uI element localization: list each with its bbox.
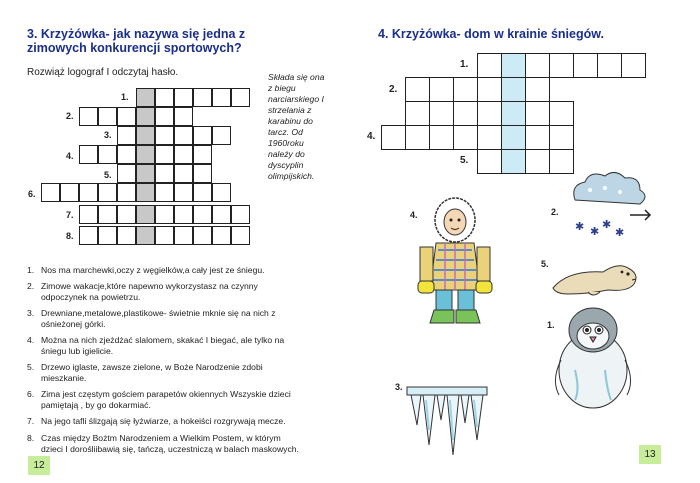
clue-number: 6.	[27, 389, 35, 399]
crossword-cell[interactable]	[549, 101, 574, 126]
icicles-picture	[405, 385, 490, 460]
clue-6	[27, 389, 341, 411]
clue-number: 2.	[27, 281, 35, 291]
crossword-cell[interactable]	[501, 125, 526, 150]
pic-label-3: 3.	[395, 382, 403, 392]
left-title-line2: zimowych konkurencji sportowych?	[27, 41, 242, 55]
crossword-cell[interactable]	[155, 107, 174, 126]
crossword-cell[interactable]	[155, 88, 174, 107]
left-title	[27, 27, 245, 55]
page-number-right: 13	[639, 445, 661, 464]
hint-line: dyscyplin	[268, 160, 304, 170]
pic-label-5: 5.	[541, 259, 549, 269]
crossword-cell[interactable]	[155, 183, 174, 202]
crossword-cell[interactable]	[525, 149, 550, 174]
crossword-cell[interactable]	[155, 145, 174, 164]
crossword-cell[interactable]	[453, 77, 478, 102]
crossword-cell[interactable]	[477, 125, 502, 150]
clue-text: Drzewo iglaste, zawsze zielone, w Boże Narodzenie zdobi	[41, 362, 263, 372]
crossword-cell[interactable]	[98, 107, 117, 126]
crossword-cell[interactable]	[136, 88, 155, 107]
crossword-cell[interactable]	[501, 149, 526, 174]
clue-number: 8.	[27, 433, 35, 443]
row-label-8: 8.	[66, 231, 74, 241]
crossword-cell[interactable]	[501, 53, 526, 78]
clue-8	[27, 433, 341, 455]
crossword-cell[interactable]	[79, 145, 98, 164]
crossword-cell[interactable]	[212, 126, 231, 145]
crossword-cell[interactable]	[155, 126, 174, 145]
crossword-cell[interactable]	[155, 226, 174, 245]
crossword-cell[interactable]	[136, 183, 155, 202]
row-label-3: 3.	[104, 130, 112, 140]
crossword-cell[interactable]	[193, 205, 212, 224]
svg-text:✱: ✱	[602, 219, 612, 231]
crossword-cell[interactable]	[174, 205, 193, 224]
crossword-cell[interactable]	[405, 125, 430, 150]
crossword-cell[interactable]	[174, 126, 193, 145]
clue-number: 3.	[27, 308, 35, 318]
row-label-2: 2.	[389, 84, 398, 95]
crossword-cell[interactable]	[136, 107, 155, 126]
crossword-cell[interactable]	[549, 53, 574, 78]
crossword-cell[interactable]	[193, 88, 212, 107]
crossword-cell[interactable]	[98, 145, 117, 164]
hint-line: 1960roku	[268, 138, 304, 148]
row-label-1: 1.	[460, 59, 469, 70]
crossword-cell[interactable]	[117, 164, 136, 183]
clue-3	[27, 308, 341, 330]
clue-number: 4.	[27, 335, 35, 345]
crossword-cell[interactable]	[174, 145, 193, 164]
crossword-cell[interactable]	[193, 183, 212, 202]
crossword-cell[interactable]	[79, 183, 98, 202]
crossword-cell[interactable]	[231, 226, 250, 245]
hint-line: olimpijskich.	[268, 171, 315, 181]
page-number-left: 12	[28, 456, 50, 475]
hint-text	[268, 72, 343, 182]
pic-label-1: 1.	[547, 320, 555, 330]
row-label-5: 5.	[460, 155, 469, 166]
hint-line: narciarskiego I	[268, 94, 324, 104]
crossword-cell[interactable]	[597, 53, 622, 78]
crossword-cell[interactable]	[193, 164, 212, 183]
crossword-cell[interactable]	[41, 183, 60, 202]
clue-number: 1.	[27, 265, 35, 275]
crossword-cell[interactable]	[79, 107, 98, 126]
hint-line: z biegu	[268, 83, 296, 93]
crossword-cell[interactable]	[212, 205, 231, 224]
crossword-cell[interactable]	[501, 77, 526, 102]
crossword-cell[interactable]	[573, 53, 598, 78]
crossword-cell[interactable]	[429, 125, 454, 150]
svg-text:✱: ✱	[575, 221, 585, 233]
clue-text: Można na nich zjeżdżać slalomem, skakać I biegać, ale tylko na	[41, 335, 285, 345]
crossword-cell[interactable]	[174, 164, 193, 183]
clue-text: Nos ma marchewki,oczy z węgielków,a cały jest ze śniegu.	[41, 265, 265, 275]
crossword-cell[interactable]	[405, 101, 430, 126]
crossword-cell[interactable]	[477, 77, 502, 102]
crossword-cell[interactable]	[429, 77, 454, 102]
clue-text: Zima jest częstym gościem parapetów okiennych Wszyskie dzieci	[41, 389, 291, 399]
crossword-cell[interactable]	[117, 226, 136, 245]
row-label-7: 7.	[66, 210, 74, 220]
crossword-cell[interactable]	[453, 101, 478, 126]
crossword-cell[interactable]	[501, 101, 526, 126]
crossword-cell[interactable]	[174, 226, 193, 245]
crossword-cell[interactable]	[525, 77, 550, 102]
crossword-cell[interactable]	[155, 164, 174, 183]
hint-line: Składa się ona	[268, 72, 325, 82]
crossword-cell[interactable]	[621, 53, 646, 78]
clue-text: Czas między Bożtm Narodzeniem a Wielkim Postem, w którym	[41, 433, 281, 443]
crossword-cell[interactable]	[136, 164, 155, 183]
crossword-cell[interactable]	[525, 101, 550, 126]
row-label-4: 4.	[66, 151, 74, 161]
pic-label-2: 2.	[551, 207, 559, 217]
svg-text:✱: ✱	[590, 226, 600, 238]
hint-line: tarcz. Od	[268, 127, 303, 137]
clue-1	[27, 265, 341, 276]
clue-text: mieszkanie.	[41, 373, 87, 383]
crossword-cell[interactable]	[477, 53, 502, 78]
left-task: Rozwiąż logograf I odczytaj hasło.	[27, 67, 179, 78]
crossword-cell[interactable]	[525, 53, 550, 78]
left-title-line1: 3. Krzyżówka- jak nazywa się jedna z	[27, 27, 246, 41]
crossword-cell[interactable]	[381, 125, 406, 150]
snow-cloud-picture	[560, 170, 655, 245]
crossword-cell[interactable]	[117, 107, 136, 126]
crossword-cell[interactable]	[525, 125, 550, 150]
clue-number: 7.	[27, 416, 35, 426]
row-label-2: 2.	[66, 111, 74, 121]
crossword-cell[interactable]	[136, 145, 155, 164]
clue-2	[27, 281, 341, 303]
crossword-cell[interactable]	[477, 101, 502, 126]
clue-text: Zimowe wakacje,które napewno wykorzystasz na czynny	[41, 281, 258, 291]
crossword-cell[interactable]	[429, 101, 454, 126]
crossword-cell[interactable]	[117, 205, 136, 224]
clue-text: Na jego tafli ślizgają się łyżwiarze, a hokeiści rozgrywają mecze.	[41, 416, 286, 426]
eskimo-child-picture	[410, 195, 500, 330]
crossword-cell[interactable]	[193, 126, 212, 145]
row-label-6: 6.	[28, 189, 36, 199]
crossword-cell[interactable]	[117, 145, 136, 164]
crossword-cell[interactable]	[117, 183, 136, 202]
hint-line: strzelania z	[268, 105, 312, 115]
row-label-1: 1.	[121, 92, 129, 102]
crossword-cell[interactable]	[117, 126, 136, 145]
clue-5	[27, 362, 341, 384]
crossword-cell[interactable]	[136, 205, 155, 224]
crossword-cell[interactable]	[174, 107, 193, 126]
crossword-cell[interactable]	[98, 205, 117, 224]
crossword-cell[interactable]	[212, 226, 231, 245]
clue-text: Drewniane,metalowe,plastikowe- świetnie mknie się na nich z	[41, 308, 276, 318]
row-label-5: 5.	[104, 170, 112, 180]
clue-text: pamiętają , by go dokarmiać.	[41, 400, 151, 410]
crossword-cell[interactable]	[405, 77, 430, 102]
clue-text: śniegu lub igielicie.	[41, 346, 114, 356]
crossword-cell[interactable]	[79, 205, 98, 224]
crossword-cell[interactable]	[231, 88, 250, 107]
crossword-cell[interactable]	[453, 125, 478, 150]
crossword-cell[interactable]	[174, 183, 193, 202]
crossword-cell[interactable]	[79, 226, 98, 245]
pic-label-4: 4.	[410, 210, 418, 220]
hint-line: należy do	[268, 149, 305, 159]
crossword-cell[interactable]	[193, 226, 212, 245]
seal-picture	[548, 250, 643, 300]
hint-line: karabinu do	[268, 116, 313, 126]
crossword-cell[interactable]	[98, 226, 117, 245]
right-title: 4. Krzyżówka- dom w krainie śniegów.	[378, 27, 604, 41]
crossword-cell[interactable]	[212, 88, 231, 107]
row-label-4: 4.	[367, 131, 376, 142]
crossword-cell[interactable]	[60, 183, 79, 202]
crossword-cell[interactable]	[193, 145, 212, 164]
crossword-cell[interactable]	[98, 183, 117, 202]
penguin-picture	[545, 300, 640, 410]
clue-text: odpoczynek na powietrzu.	[41, 292, 141, 302]
crossword-cell[interactable]	[136, 126, 155, 145]
crossword-cell[interactable]	[231, 205, 250, 224]
crossword-cell[interactable]	[174, 88, 193, 107]
clue-4	[27, 335, 341, 357]
svg-text:✱: ✱	[615, 227, 625, 239]
crossword-cell[interactable]	[155, 205, 174, 224]
crossword-cell[interactable]	[549, 125, 574, 150]
crossword-cell[interactable]	[136, 226, 155, 245]
clue-text: dzieci I dorośliibawią się, tańczą, uczestniczą w balach maskowych.	[41, 444, 299, 454]
crossword-cell[interactable]	[477, 149, 502, 174]
clue-7	[27, 416, 341, 427]
crossword-cell[interactable]	[212, 183, 231, 202]
clue-number: 5.	[27, 362, 35, 372]
clue-text: ośnieżonej górki.	[41, 319, 106, 329]
